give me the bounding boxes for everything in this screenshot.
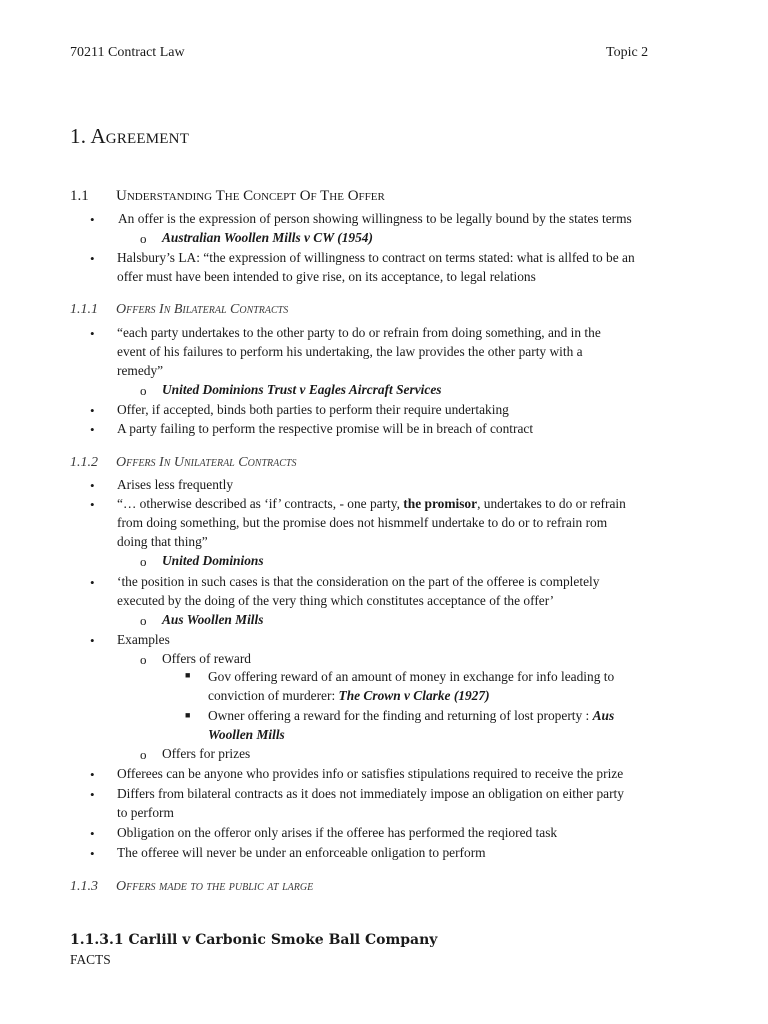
case-citation: The Crown v Clarke (1927) (338, 688, 490, 703)
bullet-icon: • (90, 575, 95, 590)
section-heading-1-1-1 (70, 302, 288, 318)
bullet-icon: • (90, 403, 95, 418)
section-heading-1-1-2 (70, 455, 296, 471)
text-run: , undertakes to do or refrain (477, 496, 626, 511)
emphasis-text: the promisor (403, 496, 478, 511)
header-course: 70211 Contract Law (70, 45, 185, 60)
section-number: 1.1 (70, 188, 89, 204)
sub-sub-bullet-text (208, 708, 614, 724)
bullet-icon: • (90, 787, 95, 802)
bullet-icon: • (90, 497, 95, 512)
bullet-icon: • (90, 846, 95, 861)
bullet-text-cont: remedy” (117, 363, 164, 378)
bullet-text-cont: executed by the doing of the very thing which constitutes acceptance of the offer’ (117, 593, 555, 608)
sub-bullet-icon: o (140, 383, 147, 398)
sub-sub-bullet-text-cont (208, 688, 490, 704)
bullet-text-cont: event of his failures to perform his undertaking, the law provides the other party with a (117, 344, 583, 359)
sub-bullet-text: Offers of reward (162, 651, 251, 666)
bullet-text: Offer, if accepted, binds both parties to perform their require undertaking (117, 402, 509, 417)
sub-bullet-text: Offers for prizes (162, 746, 251, 761)
bullet-text: Arises less frequently (117, 477, 234, 492)
sub-bullet-icon: o (140, 231, 147, 246)
bullet-icon: • (90, 422, 95, 437)
bullet-icon: • (90, 212, 95, 227)
case-citation: Aus Woollen Mills (162, 612, 264, 627)
section-title: Offers In Bilateral Contracts (116, 302, 289, 317)
section-number: 1.1.1 (70, 302, 98, 317)
bullet-text (117, 496, 626, 512)
section-heading-1-1 (70, 188, 385, 205)
sub-bullet-icon: o (140, 747, 147, 762)
bullet-text: ‘the position in such cases is that the consideration on the part of the offeree is completely (117, 574, 600, 589)
bullet-text-cont: from doing something, but the promise does not hismmelf undertake to do or to refrain rom (117, 515, 608, 530)
section-title: Offers In Unilateral Contracts (116, 455, 297, 470)
bullet-text-cont: offer must have been intended to give rise, on its acceptance, to legal relations (117, 269, 536, 284)
section-title: Offers made to the public at large (116, 879, 314, 894)
case-citation: Australian Woollen Mills v CW (1954) (162, 230, 373, 245)
chapter-title: 1. Agreement (70, 124, 190, 148)
bullet-icon: • (90, 826, 95, 841)
case-citation-cont: Woollen Mills (208, 727, 285, 742)
bullet-text: Obligation on the offeror only arises if the offeree has performed the reqiored task (117, 825, 558, 840)
bullet-text: Examples (117, 632, 170, 647)
section-title: Understanding The Concept Of The Offer (116, 188, 385, 204)
bullet-icon: • (90, 326, 95, 341)
text-run: “… otherwise described as ‘if’ contracts, - one party, (117, 496, 404, 511)
square-bullet-icon: ■ (185, 710, 191, 720)
bullet-text-cont: doing that thing” (117, 534, 208, 549)
sub-bullet-icon: o (140, 613, 147, 628)
case-heading: 1.1.3.1 Carlill v Carbonic Smoke Ball Company (70, 932, 438, 948)
bullet-text: “each party undertakes to the other party to do or refrain from doing something, and in the (117, 325, 601, 340)
sub-sub-bullet-text: Gov offering reward of an amount of money in exchange for info leading to (208, 669, 615, 684)
section-number: 1.1.2 (70, 455, 98, 470)
bullet-icon: • (90, 633, 95, 648)
square-bullet-icon: ■ (185, 670, 191, 680)
sub-bullet-icon: o (140, 554, 147, 569)
section-heading-1-1-3 (70, 879, 313, 895)
case-citation: United Dominions Trust v Eagles Aircraft Services (162, 382, 442, 397)
bullet-text: Offerees can be anyone who provides info or satisfies stipulations required to receive the prize (117, 766, 624, 781)
case-citation: United Dominions (162, 553, 264, 568)
header-topic: Topic 2 (606, 45, 649, 60)
text-run: conviction of murderer: (208, 688, 339, 703)
bullet-icon: • (90, 251, 95, 266)
bullet-text-cont: to perform (117, 805, 174, 820)
bullet-text: An offer is the expression of person showing willingness to be legally bound by the states terms (118, 211, 632, 226)
section-number: 1.1.3 (70, 879, 98, 894)
sub-bullet-icon: o (140, 652, 147, 667)
bullet-text: Differs from bilateral contracts as it does not immediately impose an obligation on either party (117, 786, 624, 801)
bullet-icon: • (90, 478, 95, 493)
bullet-text: The offeree will never be under an enforceable onligation to perform (117, 845, 486, 860)
bullet-text: Halsbury’s LA: “the expression of willingness to contract on terms stated: what is allfed to be an (117, 250, 635, 265)
case-citation: Aus (592, 708, 615, 723)
bullet-icon: • (90, 767, 95, 782)
text-run: Owner offering a reward for the finding and returning of lost property : (208, 708, 593, 723)
facts-label: FACTS (70, 952, 111, 967)
bullet-text: A party failing to perform the respective promise will be in breach of contract (117, 421, 534, 436)
